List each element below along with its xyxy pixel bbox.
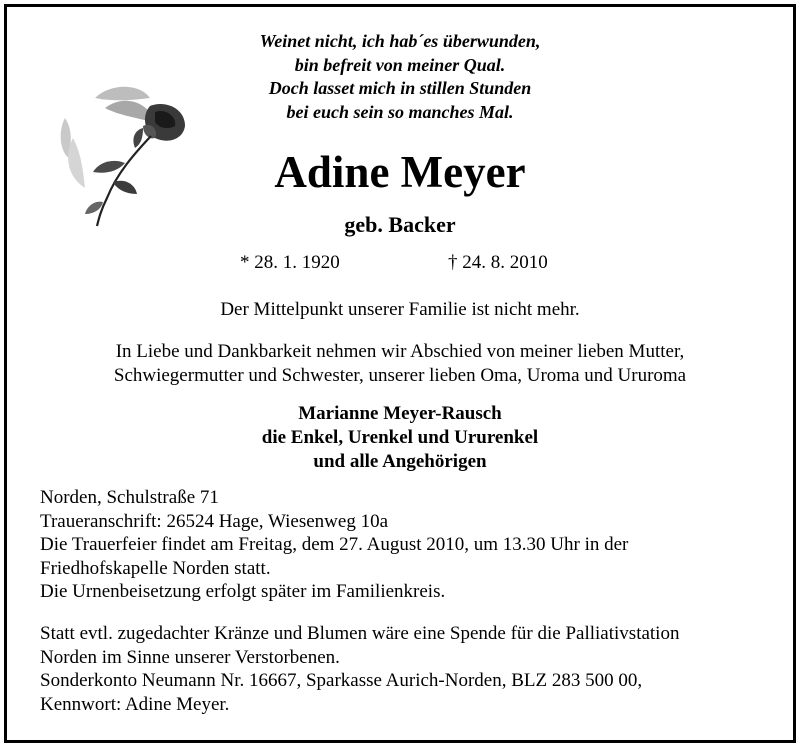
death-date: † 24. 8. 2010 [448,252,548,273]
tagline: Der Mittelpunkt unserer Familie ist nicht mehr. [220,299,580,320]
poem-line: bin befreit von meiner Qual. [294,54,506,75]
mourner-line: Marianne Meyer-Rausch [298,403,502,424]
maiden-name: geb. Backer [344,212,456,237]
farewell-line: In Liebe und Dankbarkeit nehmen wir Abschied von meiner lieben Mutter, [115,341,685,362]
mourner-line: die Enkel, Urenkel und Ururenkel [261,427,539,448]
address-line: Die Trauerfeier findet am Freitag, dem 27. August 2010, um 13.30 Uhr in der [40,534,629,555]
mourner-line: und alle Angehörigen [313,451,487,472]
donation-line: Kennwort: Adine Meyer. [40,693,230,715]
donation-line: Sonderkonto Neumann Nr. 16667, Sparkasse Aurich-Norden, BLZ 283 500 00, [40,670,643,691]
farewell-line: Schwiegermutter und Schwester, unserer lieben Oma, Uroma und Ururoma [113,365,687,386]
deceased-name: Adine Meyer [274,147,526,197]
address-line: Die Urnenbeisetzung erfolgt später im Familienkreis. [40,581,446,602]
address-line: Friedhofskapelle Norden statt. [40,557,271,579]
address-line: Norden, Schulstraße 71 [40,487,219,508]
address-line: Traueranschrift: 26524 Hage, Wiesenweg 10a [40,510,389,532]
poem-line: Weinet nicht, ich hab´es überwunden, [259,31,541,51]
mourners-list [0,402,800,474]
birth-date: * 28. 1. 1920 [240,252,340,273]
address-block [40,486,628,604]
donation-block [40,622,679,716]
poem-verse [0,30,800,124]
donation-line: Statt evtl. zugedachter Kränze und Blumen wäre eine Spende für die Palliativstation [40,623,680,644]
poem-line: Doch lasset mich in stillen Stunden [268,78,532,98]
poem-line: bei euch sein so manches Mal. [286,101,514,122]
donation-line: Norden im Sinne unserer Verstorbenen. [40,646,340,668]
